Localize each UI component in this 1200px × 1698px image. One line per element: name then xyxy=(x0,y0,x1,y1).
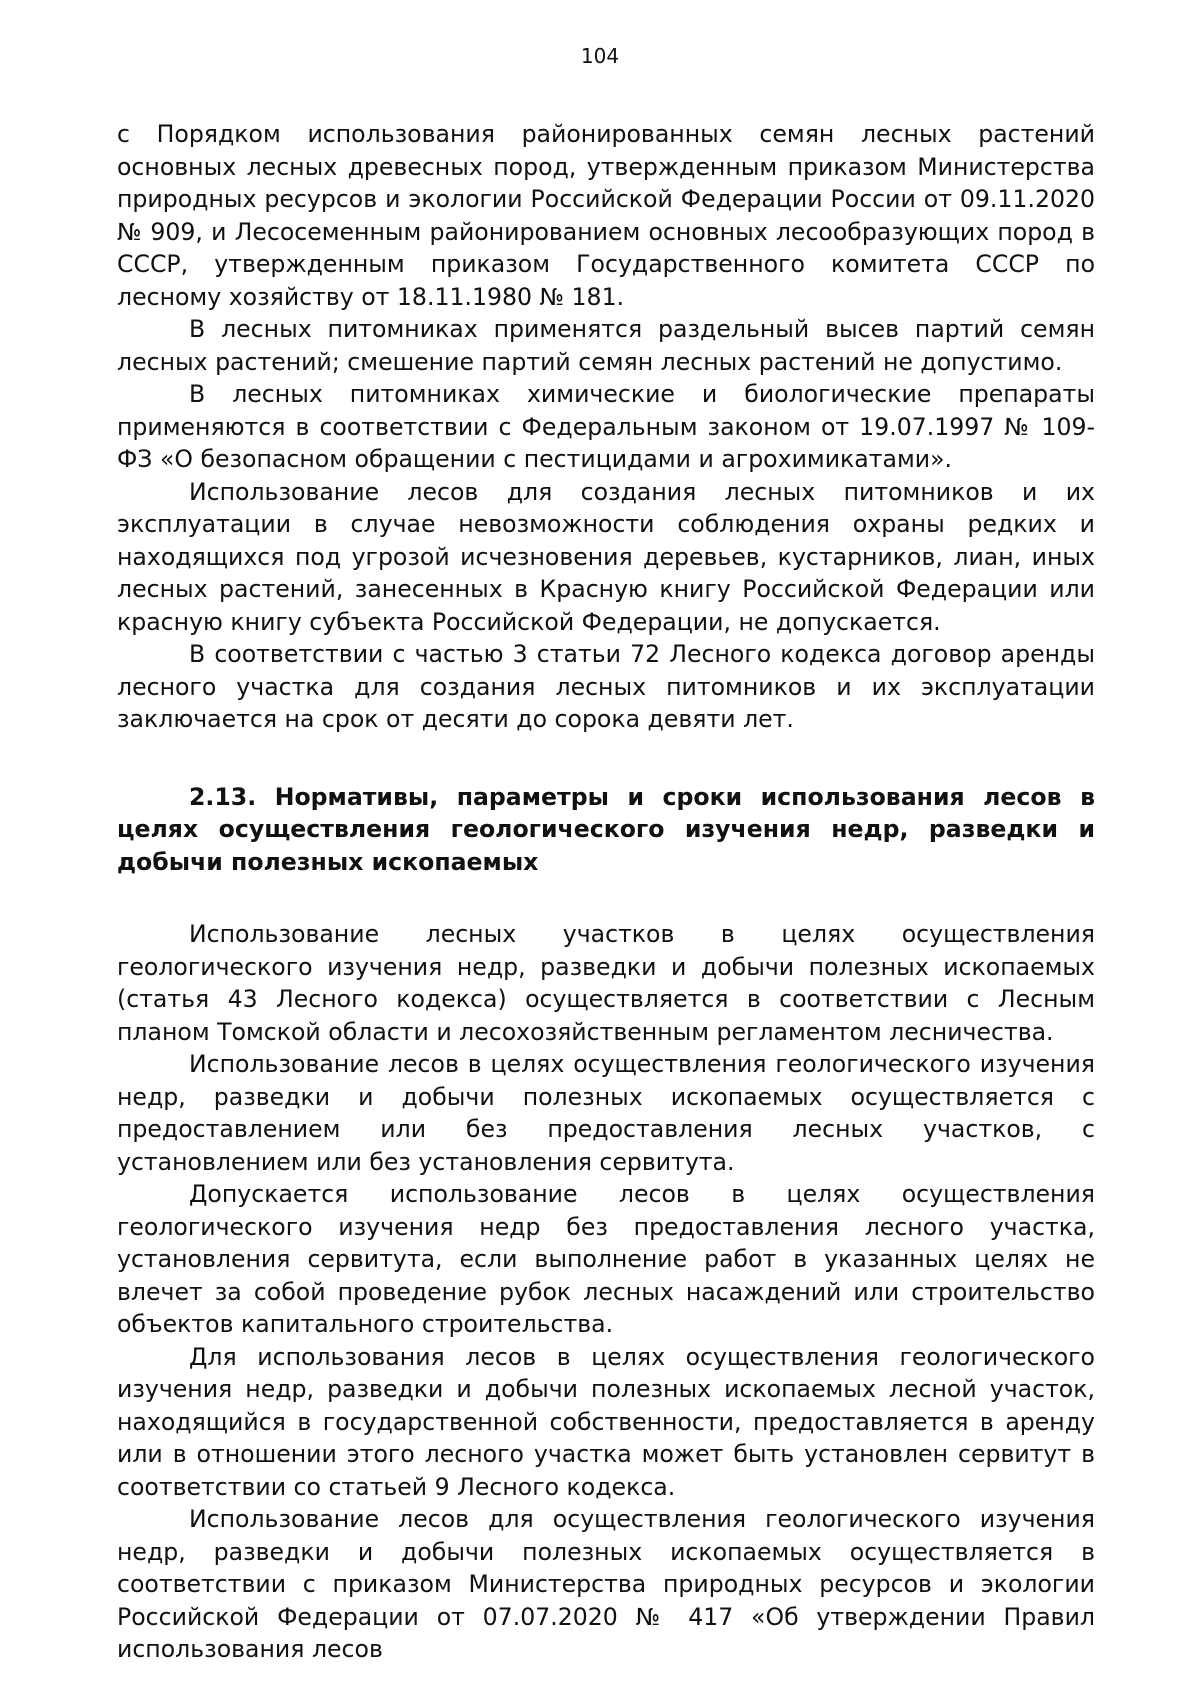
paragraph-1: с Порядком использования районированных семян лесных растений основных лесных древесных пород, утвержденным приказом Министерства природных ресурсов и экологии Российской Федерации России от 09.11.2020 № 909, и Лесосеменным районированием основных лесообразующих пород в СССР, утвержденным приказом Государственного комитета СССР по лесному хозяйству от 18.11.1980 № 181. xyxy=(117,120,1095,311)
paragraph-2: В лесных питомниках применятся раздельный высев партий семян лесных растений; смешение партий семян лесных растений не допустимо. xyxy=(117,315,1095,376)
paragraph-10: Использование лесов для осуществления геологического изучения недр, разведки и добычи полезных ископаемых осуществляется в соответствии с приказом Министерства природных ресурсов и экологии Российской Федерации от 07.07.2020 № 417 «Об утверждении Правил использования лесов xyxy=(117,1505,1095,1663)
section-heading: 2.13. Нормативы, параметры и сроки использования лесов в целях осуществления геологического изучения недр, разведки и добычи полезных ископаемых xyxy=(117,782,1095,876)
paragraph-3: В лесных питомниках химические и биологические препараты применяются в соответствии с Федеральным законом от 19.07.1997 № 109-ФЗ «О безопасном обращении с пестицидами и агрохимикатами». xyxy=(117,380,1095,473)
paragraph-5: В соответствии с частью 3 статьи 72 Лесного кодекса договор аренды лесного участка для создания лесных питомников и их эксплуатации заключается на срок от десяти до сорока девяти лет. xyxy=(117,640,1095,733)
page-number: 104 xyxy=(580,44,620,68)
paragraph-7: Использование лесов в целях осуществления геологического изучения недр, разведки и добычи полезных ископаемых осуществляется с предоставлением или без предоставления лесных участков, с установлением или без установления сервитута. xyxy=(117,1050,1095,1176)
document-body xyxy=(117,118,1095,1666)
paragraph-9: Для использования лесов в целях осуществления геологического изучения недр, разведки и добычи полезных ископаемых лесной участок, находящийся в государственной собственности, предоставляется в аренду или в отношении этого лесного участка может быть установлен сервитут в соответствии со статьей 9 Лесного кодекса. xyxy=(117,1342,1095,1501)
paragraph-4: Использование лесов для создания лесных питомников и их эксплуатации в случае невозможности соблюдения охраны редких и находящихся под угрозой исчезновения деревьев, кустарников, лиан, иных лесных растений, занесенных в Красную книгу Российской Федерации или красную книгу субъекта Российской Федерации, не допускается. xyxy=(117,477,1095,636)
paragraph-6: Использование лесных участков в целях осуществления геологического изучения недр, разведки и добычи полезных ископаемых (статья 43 Лесного кодекса) осуществляется в соответствии с Лесным планом Томской области и лесохозяйственным регламентом лесничества. xyxy=(117,920,1095,1046)
paragraph-8: Допускается использование лесов в целях осуществления геологического изучения недр без предоставления лесного участка, установления сервитута, если выполнение работ в указанных целях не влечет за собой проведение рубок лесных насаждений или строительство объектов капитального строительства. xyxy=(117,1180,1095,1338)
